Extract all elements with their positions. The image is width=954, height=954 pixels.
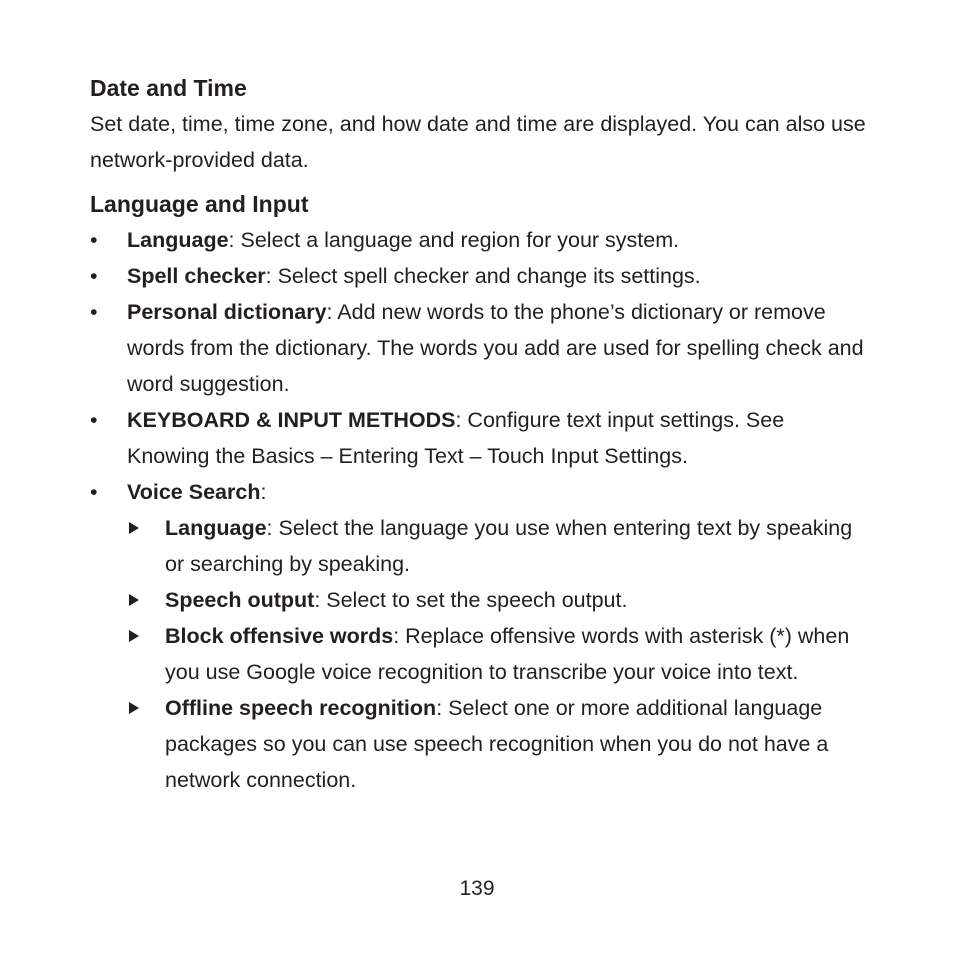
- list-item-voice-search: [90, 474, 870, 798]
- subitem-text: : Select to set the speech output.: [314, 588, 628, 612]
- voice-search-sublist: [127, 510, 870, 798]
- language-input-list: [90, 222, 870, 798]
- date-time-heading: Date and Time: [90, 75, 247, 101]
- list-item: [90, 294, 870, 402]
- triangle-right-icon: [129, 702, 139, 714]
- page-number: 139: [459, 877, 495, 900]
- subitem-text: : Replace offensive words with asterisk (*) when you use Google voice recognition to transcribe your voice into text.: [165, 624, 850, 684]
- bullet-icon: •: [90, 408, 98, 432]
- subitem-term: Block offensive words: [165, 624, 394, 648]
- subitem-text: : Select one or more additional language packages so you can use speech recognition when you do not have a network connection.: [165, 696, 829, 792]
- language-input-heading: Language and Input: [90, 191, 309, 217]
- language-input-section: [90, 186, 870, 798]
- subitem-term: Offline speech recognition: [165, 696, 437, 720]
- page-content: [90, 70, 870, 798]
- item-text: : Select a language and region for your system.: [228, 228, 680, 252]
- bullet-icon: •: [90, 300, 98, 324]
- date-time-section: [90, 70, 870, 178]
- list-item: [90, 222, 870, 258]
- list-item: [90, 402, 870, 474]
- sublist-item: [127, 690, 870, 798]
- item-term: Personal dictionary: [127, 300, 327, 324]
- sublist-item: [127, 618, 870, 690]
- subitem-term: Language: [165, 516, 267, 540]
- item-term: KEYBOARD & INPUT METHODS: [127, 408, 456, 432]
- item-text: : Configure text input settings. See Knowing the Basics – Entering Text – Touch Input Settings.: [127, 408, 785, 468]
- item-term: Spell checker: [127, 264, 266, 288]
- list-item: [90, 258, 870, 294]
- triangle-right-icon: [129, 630, 139, 642]
- date-time-description: Set date, time, time zone, and how date and time are displayed. You can also use network-provided data.: [90, 112, 866, 172]
- triangle-right-icon: [129, 594, 139, 606]
- item-term: Language: [127, 228, 229, 252]
- bullet-icon: •: [90, 228, 98, 252]
- subitem-text: : Select the language you use when entering text by speaking or searching by speaking.: [165, 516, 853, 576]
- item-text: : Select spell checker and change its settings.: [265, 264, 701, 288]
- bullet-icon: •: [90, 480, 98, 504]
- item-text: :: [260, 480, 267, 504]
- item-term: Voice Search: [127, 480, 261, 504]
- bullet-icon: •: [90, 264, 98, 288]
- sublist-item: [127, 510, 870, 582]
- subitem-term: Speech output: [165, 588, 315, 612]
- sublist-item: [127, 582, 870, 618]
- triangle-right-icon: [129, 522, 139, 534]
- item-text: : Add new words to the phone’s dictionary or remove words from the dictionary. The words you add are used for spelling check and word suggestion.: [127, 300, 864, 396]
